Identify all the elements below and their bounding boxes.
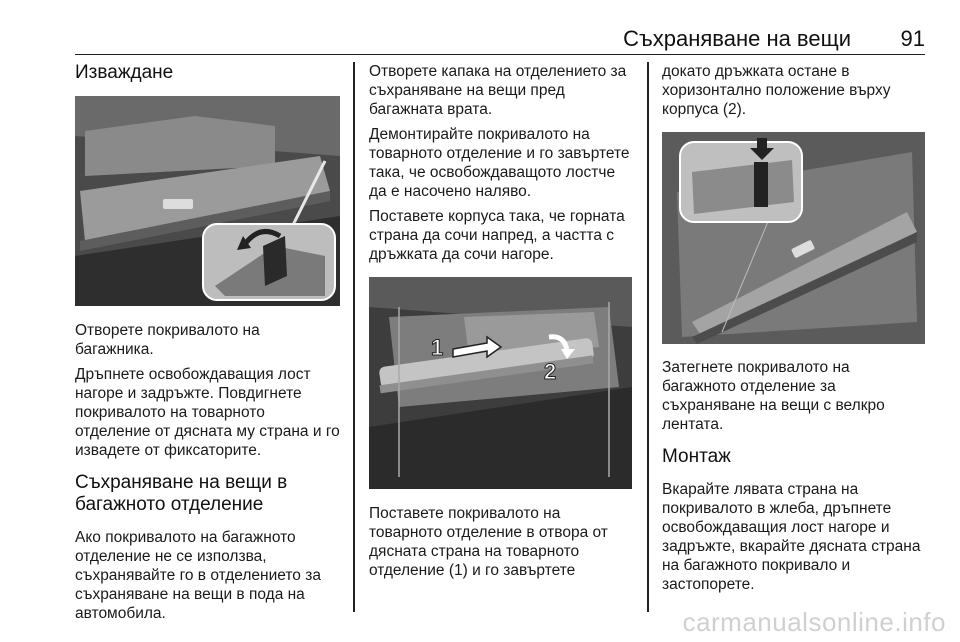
col3-para-3: Вкарайте лявата страна на покривалото в жлеба, дръпнете освобождаващия лост нагоре и задръжте, вкарайте дясната страна на багажното покривало и застопорете. (662, 481, 921, 593)
heading-install: Монтаж (662, 446, 731, 467)
page-number: 91 (900, 26, 925, 51)
heading-storage: Съхраняване на вещи в багажното отделение (75, 472, 288, 515)
col1-para-2: Дръпнете освобождаващия лост нагоре и задръжте. Повдигнете покривалото на товарното отделение от дясната му страна и го извадете от фиксаторите. (75, 366, 340, 459)
column-2 (369, 62, 634, 580)
cover-insert-illustration (369, 277, 632, 489)
figure-callout-2: 2 (544, 359, 557, 384)
col2-para-4: Поставете покривалото на товарното отделение в отвора от дясната страна на товарното отделение (1) и го завъртете (369, 505, 608, 579)
figure-cover-insert (369, 277, 632, 489)
cover-removal-illustration (75, 96, 340, 306)
column-divider-1 (353, 62, 355, 612)
watermark: carmanualsonline.info (682, 607, 946, 637)
col2-para-1: Отворете капака на отделението за съхраняване на вещи пред багажната врата. (369, 63, 627, 118)
col3-para-1: докато дръжката остане в хоризонтално положение върху корпуса (2). (662, 63, 891, 118)
header-title: Съхраняване на вещи (623, 26, 851, 51)
column-1 (75, 62, 340, 623)
col2-para-2: Демонтирайте покривалото на товарното отделение и го завъртете така, че освобождаващото лостче да е насочено наляво. (369, 126, 630, 200)
figure-callout-1: 1 (431, 335, 444, 360)
figure-cover-strap (662, 132, 925, 344)
col1-para-1: Отворете покривалото на багажника. (75, 322, 260, 358)
column-divider-2 (647, 62, 649, 612)
col2-para-3: Поставете корпуса така, че горната страна да сочи напред, а частта с дръжката да сочи нагоре. (369, 208, 625, 263)
heading-removal: Изваждане (75, 62, 174, 83)
column-3 (662, 62, 927, 594)
page-header (75, 0, 925, 55)
cover-strap-illustration (662, 132, 925, 344)
col1-para-3: Ако покривалото на багажното отделение не се използва, съхранявайте го в отделението за съхраняване на вещи в пода на автомобила. (75, 529, 321, 622)
figure-cover-removal (75, 96, 340, 306)
col3-para-2: Затегнете покривалото на багажното отделение за съхраняване на вещи с велкро лентата. (662, 359, 885, 433)
